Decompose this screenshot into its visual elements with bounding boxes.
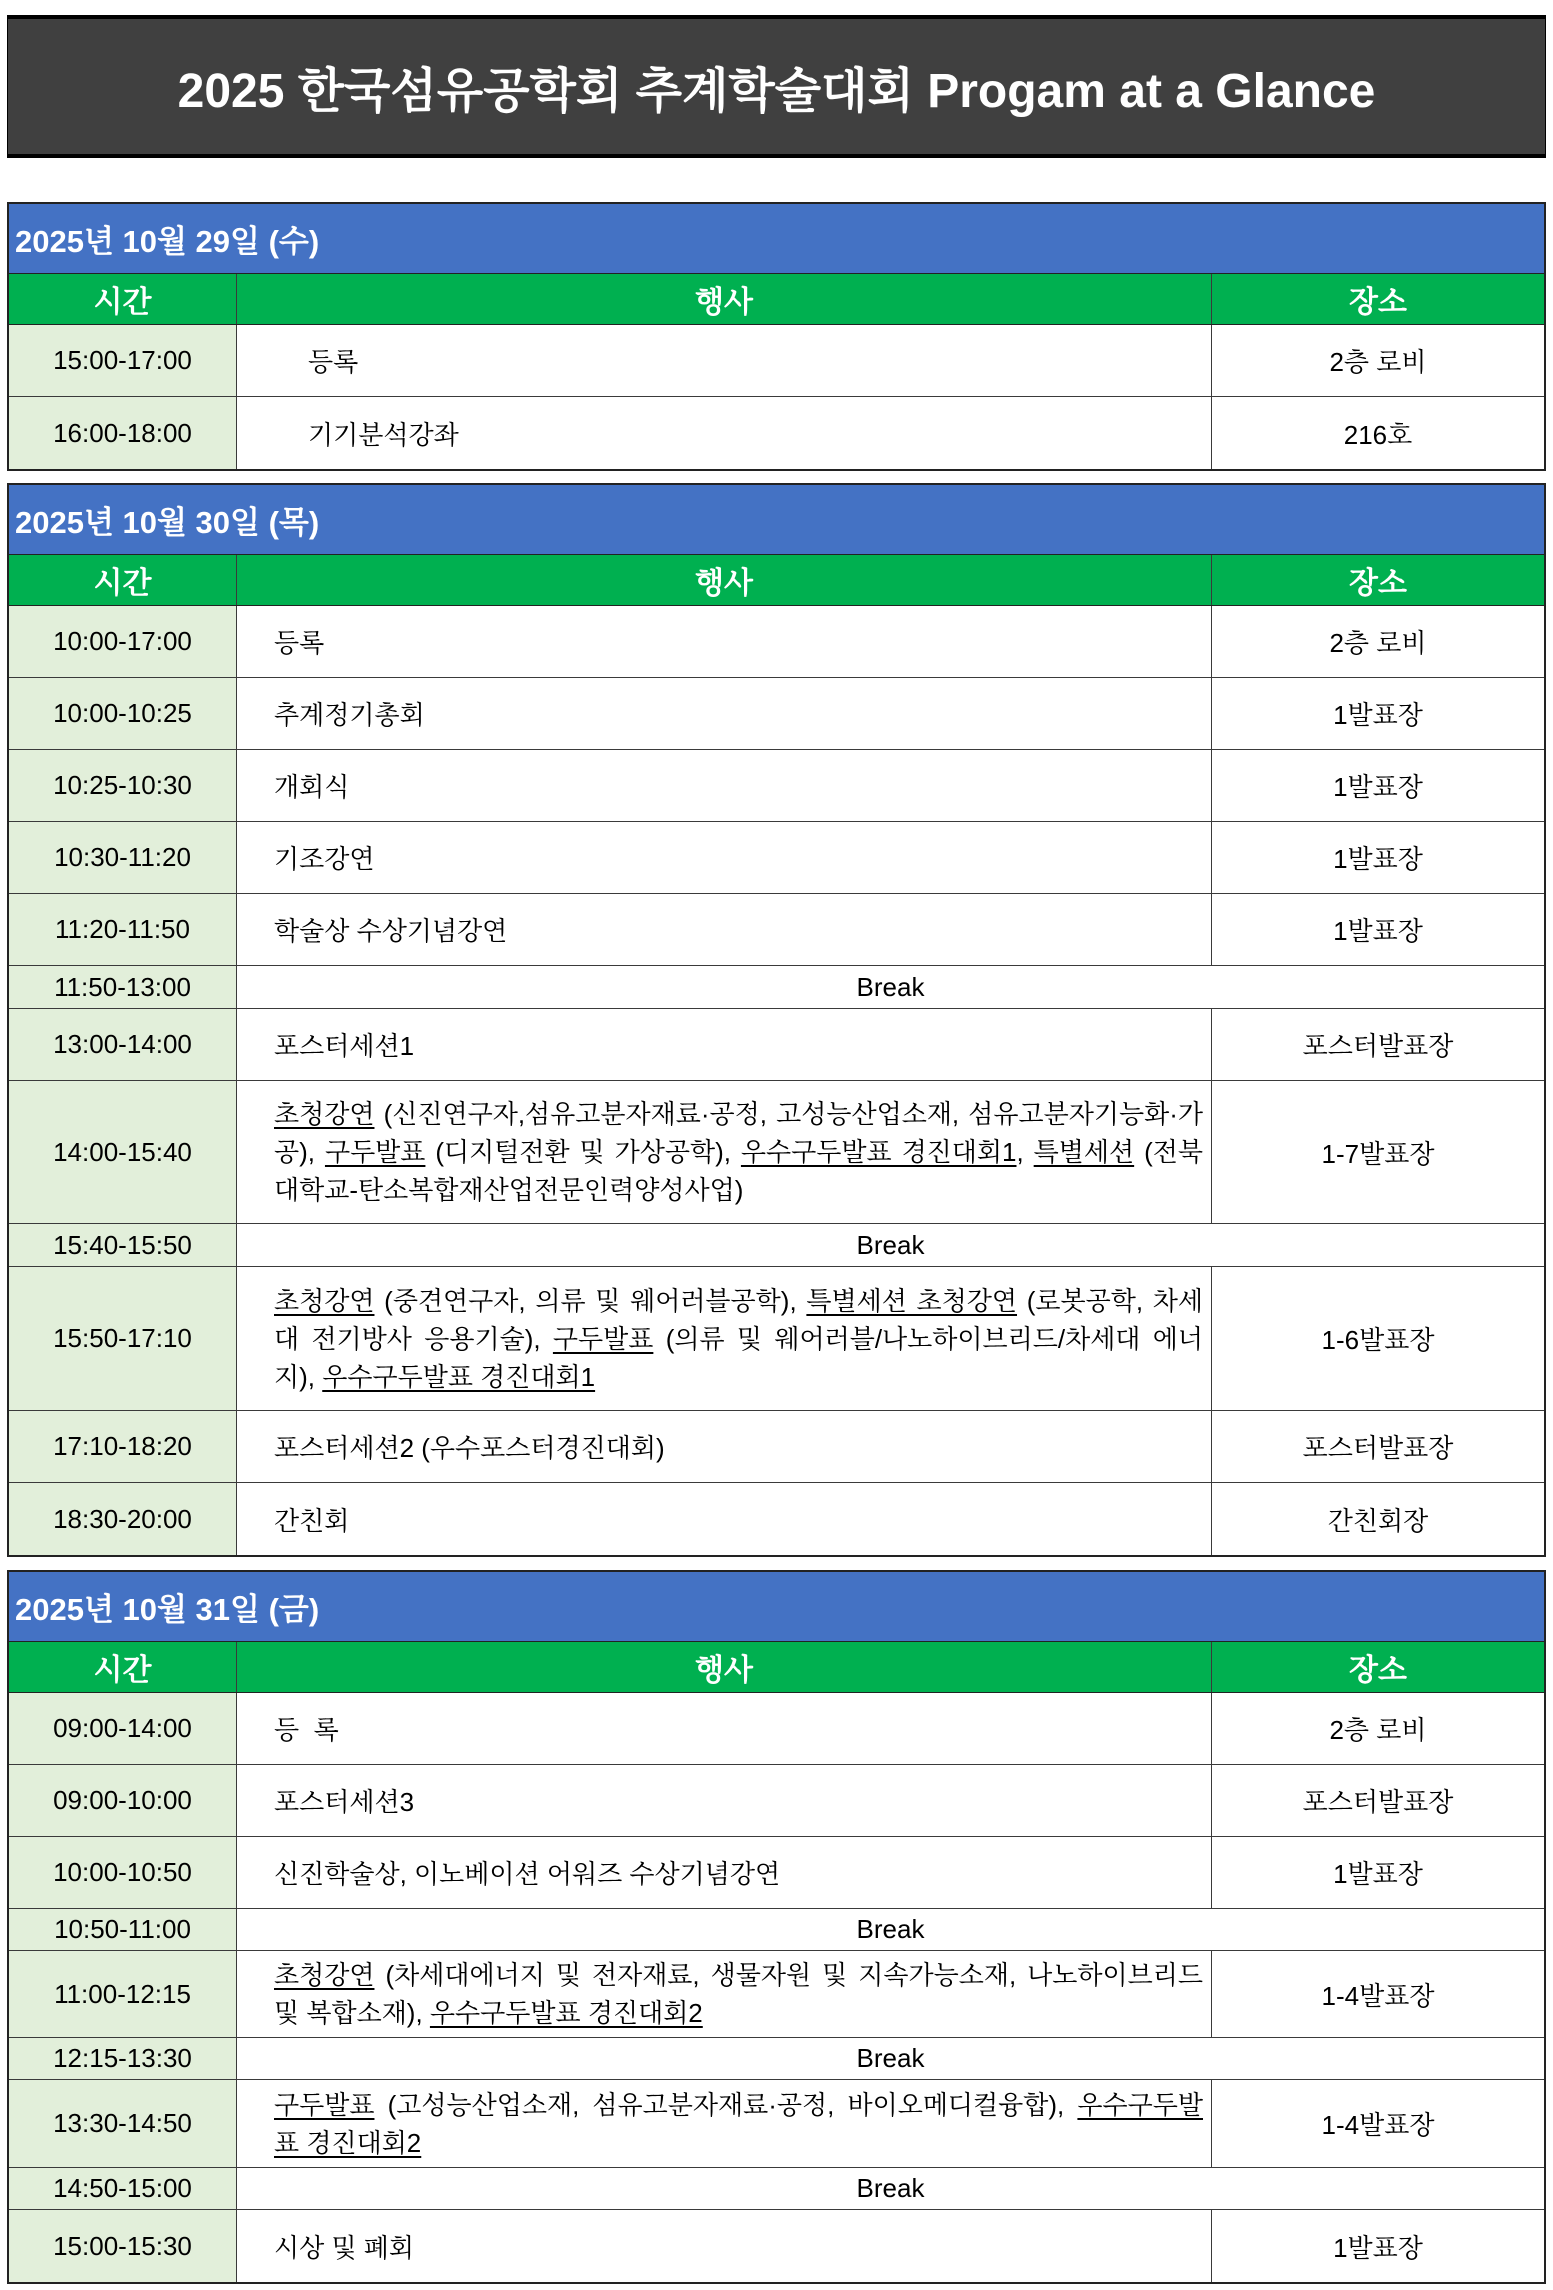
location-cell: 2층 로비 bbox=[1329, 347, 1427, 377]
event-cell bbox=[237, 1765, 1212, 1836]
break-cell: Break bbox=[856, 2043, 925, 2073]
event-description bbox=[274, 1956, 1203, 2032]
event-text: 간친회 bbox=[274, 1505, 350, 1536]
time-cell: 14:50-15:00 bbox=[9, 2168, 237, 2209]
oral-contest-link[interactable]: 우수구두발표 경진대회1 bbox=[322, 1361, 596, 1392]
location-cell: 1발표장 bbox=[1333, 1859, 1423, 1889]
time-cell: 15:40-15:50 bbox=[9, 1224, 237, 1266]
schedule-row bbox=[9, 1693, 1544, 1765]
time-cell: 13:30-14:50 bbox=[9, 2080, 237, 2167]
schedule-row bbox=[9, 1267, 1544, 1411]
event-description bbox=[274, 2086, 1203, 2162]
day-section-oct-29 bbox=[7, 202, 1546, 471]
oral-presentation-link[interactable]: 구두발표 bbox=[552, 1323, 654, 1354]
location-cell: 2층 로비 bbox=[1329, 628, 1427, 658]
event-cell bbox=[237, 2080, 1212, 2167]
schedule-row bbox=[9, 325, 1544, 397]
schedule-row bbox=[9, 678, 1544, 750]
event-cell bbox=[237, 894, 1212, 965]
day-section-oct-31 bbox=[7, 1570, 1546, 2284]
schedule-row bbox=[9, 1081, 1544, 1224]
event-text: 기기분석강좌 bbox=[308, 419, 459, 450]
time-cell: 11:00-12:15 bbox=[9, 1951, 237, 2037]
column-header-row bbox=[9, 274, 1544, 325]
special-session-invited-talk-link[interactable]: 특별세션 초청강연 bbox=[806, 1285, 1018, 1316]
day-date: 2025년 10월 29일 (수) bbox=[15, 224, 320, 259]
event-text: 등록 bbox=[274, 628, 325, 658]
time-cell: 15:50-17:10 bbox=[9, 1267, 237, 1410]
oral-presentation-link[interactable]: 구두발표 bbox=[324, 1137, 426, 1167]
session-detail: (디지털전환 및 가상공학), bbox=[425, 1137, 741, 1167]
event-cell bbox=[237, 606, 1212, 677]
schedule-row bbox=[9, 1765, 1544, 1837]
column-header-event: 행사 bbox=[237, 274, 1212, 324]
event-text: 포스터세션3 bbox=[274, 1787, 415, 1817]
event-cell bbox=[237, 1081, 1212, 1223]
day-header bbox=[9, 485, 1544, 555]
time-cell: 17:10-18:20 bbox=[9, 1411, 237, 1482]
break-row bbox=[9, 2038, 1544, 2080]
event-cell bbox=[237, 1693, 1212, 1764]
page-title bbox=[7, 15, 1546, 158]
event-cell bbox=[237, 2210, 1212, 2282]
time-cell: 10:30-11:20 bbox=[9, 822, 237, 893]
session-detail: (고성능산업소재, 섬유고분자재료·공정, 바이오메디컬융합), bbox=[374, 2089, 1078, 2120]
schedule-row bbox=[9, 1951, 1544, 2038]
event-cell bbox=[237, 750, 1212, 821]
event-text: 추계정기총회 bbox=[274, 700, 425, 730]
event-text: 개회식 bbox=[274, 772, 350, 802]
location-cell: 1발표장 bbox=[1333, 772, 1423, 802]
event-cell bbox=[237, 1267, 1212, 1410]
event-cell bbox=[237, 1951, 1212, 2037]
invited-talk-link[interactable]: 초청강연 bbox=[274, 1285, 375, 1316]
location-cell: 1발표장 bbox=[1333, 700, 1423, 730]
event-cell bbox=[237, 1411, 1212, 1482]
location-cell: 1-4발표장 bbox=[1321, 1980, 1435, 2011]
column-header-time: 시간 bbox=[9, 555, 237, 605]
location-cell: 간친회장 bbox=[1327, 1505, 1429, 1536]
column-header-row bbox=[9, 1642, 1544, 1693]
event-description bbox=[274, 1095, 1203, 1209]
oral-presentation-link[interactable]: 구두발표 bbox=[274, 2089, 375, 2120]
location-cell: 1발표장 bbox=[1333, 916, 1423, 946]
location-cell: 포스터발표장 bbox=[1302, 1031, 1454, 1061]
schedule-row bbox=[9, 397, 1544, 469]
event-text: 포스터세션1 bbox=[274, 1031, 415, 1061]
day-date: 2025년 10월 31일 (금) bbox=[15, 1592, 320, 1627]
event-cell bbox=[237, 325, 1212, 396]
break-cell: Break bbox=[856, 1229, 925, 1260]
schedule-row bbox=[9, 606, 1544, 678]
event-text: 신진학술상, 이노베이션 어워즈 수상기념강연 bbox=[274, 1859, 781, 1889]
event-text: 등 록 bbox=[274, 1715, 339, 1745]
location-cell: 216호 bbox=[1343, 419, 1413, 450]
event-cell bbox=[237, 1837, 1212, 1908]
location-cell: 1발표장 bbox=[1333, 844, 1423, 874]
time-cell: 16:00-18:00 bbox=[9, 397, 237, 469]
column-header-location: 장소 bbox=[1212, 555, 1544, 605]
event-cell bbox=[237, 1483, 1212, 1555]
invited-talk-link[interactable]: 초청강연 bbox=[274, 1960, 375, 1990]
location-cell: 1-6발표장 bbox=[1321, 1325, 1435, 1355]
break-cell: Break bbox=[856, 971, 925, 1002]
location-cell: 1-7발표장 bbox=[1321, 1138, 1435, 1169]
day-header bbox=[9, 1572, 1544, 1642]
time-cell: 15:00-17:00 bbox=[9, 325, 237, 396]
time-cell: 18:30-20:00 bbox=[9, 1483, 237, 1555]
schedule-row bbox=[9, 894, 1544, 966]
event-text: 포스터세션2 (우수포스터경진대회) bbox=[274, 1433, 665, 1463]
column-header-time: 시간 bbox=[9, 274, 237, 324]
time-cell: 11:20-11:50 bbox=[9, 894, 237, 965]
session-detail: (차세대에너지 및 전자재료, 생물자원 및 지속가능소재, 나노하이브리드 및 복합소재), bbox=[274, 1960, 1203, 2028]
session-detail: (중견연구자, 의류 및 웨어러블공학), bbox=[374, 1285, 807, 1316]
column-header-event: 행사 bbox=[237, 555, 1212, 605]
page-title-text: 2025 한국섬유공학회 추계학술대회 Progam at a Glance bbox=[177, 65, 1376, 118]
location-cell: 1발표장 bbox=[1333, 2232, 1423, 2263]
time-cell: 12:15-13:30 bbox=[9, 2038, 237, 2079]
time-cell: 15:00-15:30 bbox=[9, 2210, 237, 2282]
special-session-link[interactable]: 특별세션 bbox=[1033, 1137, 1135, 1167]
event-description bbox=[274, 1282, 1203, 1396]
event-text: 시상 및 폐회 bbox=[274, 2232, 415, 2263]
break-cell: Break bbox=[856, 2173, 925, 2203]
event-text: 기조강연 bbox=[274, 844, 375, 874]
day-header bbox=[9, 204, 1544, 274]
session-detail: (로봇공학, 차세대 전기방사 응용기술), bbox=[274, 1285, 1203, 1354]
break-row bbox=[9, 1909, 1544, 1951]
time-cell: 10:00-10:50 bbox=[9, 1837, 237, 1908]
column-header-event: 행사 bbox=[237, 1642, 1212, 1692]
time-cell: 10:25-10:30 bbox=[9, 750, 237, 821]
event-text: 등록 bbox=[308, 347, 359, 377]
session-detail: (의류 및 웨어러블/나노하이브리드/차세대 에너지), bbox=[274, 1323, 1203, 1392]
time-cell: 09:00-10:00 bbox=[9, 1765, 237, 1836]
break-row bbox=[9, 966, 1544, 1009]
location-cell: 포스터발표장 bbox=[1302, 1787, 1454, 1817]
schedule-row bbox=[9, 750, 1544, 822]
event-text: 학술상 수상기념강연 bbox=[274, 916, 508, 946]
time-cell: 10:00-17:00 bbox=[9, 606, 237, 677]
day-section-oct-30 bbox=[7, 483, 1546, 1557]
schedule-row bbox=[9, 822, 1544, 894]
time-cell: 14:00-15:40 bbox=[9, 1081, 237, 1223]
event-cell bbox=[237, 822, 1212, 893]
oral-contest-link[interactable]: 우수구두발표 경진대회2 bbox=[274, 2089, 1203, 2158]
schedule-row bbox=[9, 2080, 1544, 2168]
schedule-row bbox=[9, 1483, 1544, 1555]
column-header-location: 장소 bbox=[1212, 274, 1544, 324]
schedule-row bbox=[9, 1411, 1544, 1483]
session-detail: (신진연구자,섬유고분자재료·공정, 고성능산업소재, 섬유고분자기능화·가공), bbox=[274, 1099, 1203, 1167]
break-cell: Break bbox=[856, 1914, 925, 1944]
time-cell: 10:50-11:00 bbox=[9, 1909, 237, 1950]
schedule-row bbox=[9, 2210, 1544, 2282]
time-cell: 11:50-13:00 bbox=[9, 966, 237, 1008]
time-cell: 13:00-14:00 bbox=[9, 1009, 237, 1080]
schedule-row bbox=[9, 1837, 1544, 1909]
session-separator: , bbox=[1016, 1137, 1034, 1167]
invited-talk-link[interactable]: 초청강연 bbox=[274, 1099, 375, 1129]
oral-contest-link[interactable]: 우수구두발표 경진대회2 bbox=[429, 1998, 703, 2028]
location-cell: 포스터발표장 bbox=[1302, 1433, 1454, 1463]
time-cell: 09:00-14:00 bbox=[9, 1693, 237, 1764]
event-cell bbox=[237, 397, 1212, 469]
break-row bbox=[9, 2168, 1544, 2210]
session-detail: (전북대학교-탄소복합재산업전문인력양성사업) bbox=[274, 1137, 1203, 1205]
day-date: 2025년 10월 30일 (목) bbox=[15, 505, 320, 540]
break-row bbox=[9, 1224, 1544, 1267]
location-cell: 1-4발표장 bbox=[1321, 2110, 1435, 2140]
event-cell bbox=[237, 1009, 1212, 1080]
event-cell bbox=[237, 678, 1212, 749]
oral-contest-link[interactable]: 우수구두발표 경진대회1 bbox=[740, 1137, 1017, 1167]
column-header-time: 시간 bbox=[9, 1642, 237, 1692]
location-cell: 2층 로비 bbox=[1329, 1715, 1427, 1745]
schedule-row bbox=[9, 1009, 1544, 1081]
column-header-location: 장소 bbox=[1212, 1642, 1544, 1692]
time-cell: 10:00-10:25 bbox=[9, 678, 237, 749]
column-header-row bbox=[9, 555, 1544, 606]
